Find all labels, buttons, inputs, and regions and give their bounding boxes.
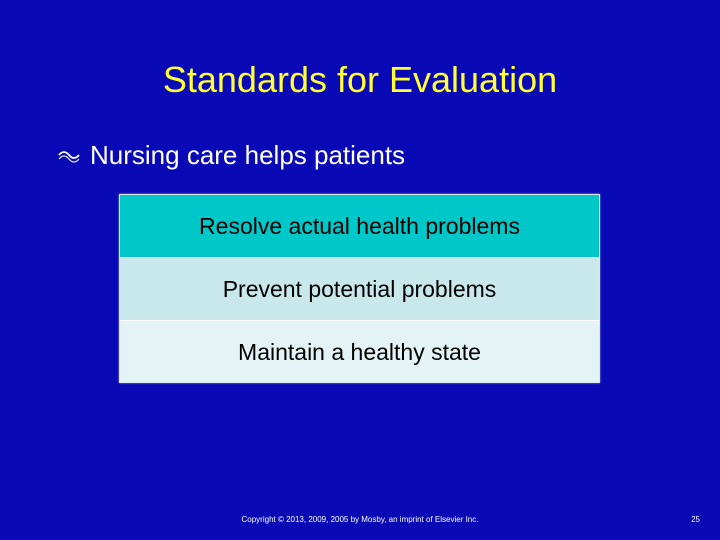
slide-title: Standards for Evaluation (162, 59, 558, 100)
bullet-text: Nursing care helps patients (90, 140, 406, 170)
table-row-resolve: Resolve actual health problems (120, 195, 599, 258)
outcomes-table (119, 194, 600, 383)
page-number: 25 (691, 515, 700, 524)
bullet-arrow-icon (58, 147, 80, 163)
table-row-prevent: Prevent potential problems (120, 258, 599, 321)
copyright-footer: Copyright © 2013, 2009, 2005 by Mosby, an imprint of Elsevier Inc. (241, 515, 479, 524)
bullet-item (58, 138, 405, 172)
table-row-maintain: Maintain a healthy state (120, 321, 599, 383)
